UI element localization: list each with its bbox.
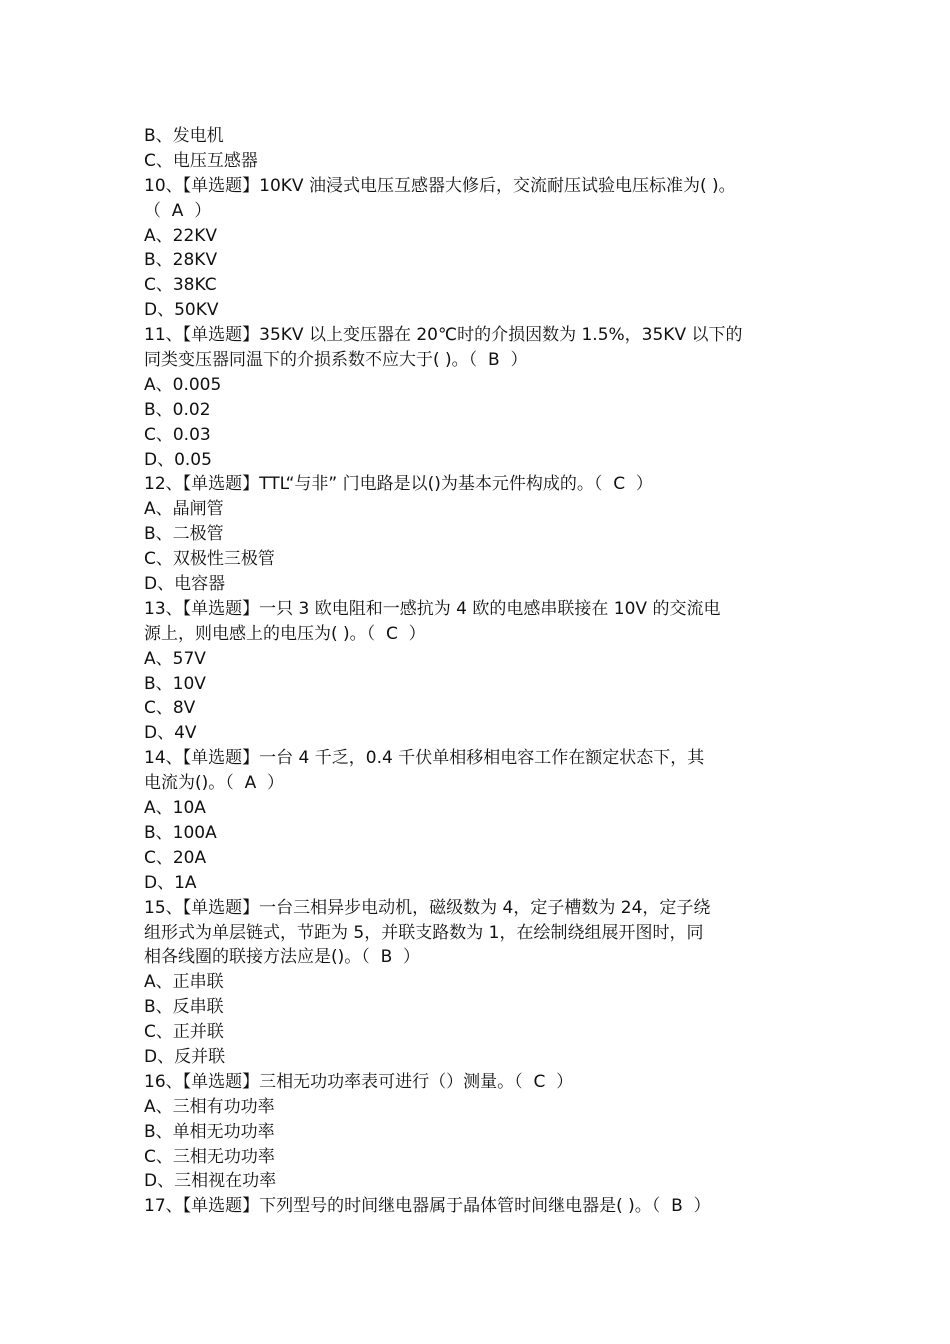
- option-line: D、0.05: [144, 449, 212, 470]
- option-line: B、28KV: [144, 250, 218, 271]
- question-line: 11、【单选题】35KV 以上变压器在 20℃时的介损因数为 1.5%，35KV 以下的: [144, 325, 743, 346]
- option-line: B、二极管: [144, 524, 224, 545]
- option-line: A、10A: [144, 798, 206, 819]
- text-line: C、电压互感器: [144, 150, 258, 171]
- option-line: B、100A: [144, 822, 217, 843]
- option-line: C、正并联: [144, 1022, 224, 1043]
- answer-line: （ A ）: [144, 200, 212, 221]
- option-line: C、三相无功功率: [144, 1146, 275, 1167]
- document-body: [144, 124, 824, 1219]
- option-line: A、22KV: [144, 225, 218, 246]
- option-line: A、57V: [144, 648, 206, 669]
- question-line: 13、【单选题】一只 3 欧电阻和一感抗为 4 欧的电感串联接在 10V 的交流电: [144, 598, 721, 619]
- question-line: 12、【单选题】TTL“与非” 门电路是以()为基本元件构成的。（ C ）: [144, 474, 653, 495]
- option-line: B、0.02: [144, 399, 211, 420]
- question-line: 组形式为单层链式，节距为 5，并联支路数为 1，在绘制绕组展开图时，同: [144, 922, 704, 943]
- option-line: D、反并联: [144, 1046, 226, 1067]
- question-line: 16、【单选题】三相无功功率表可进行（）测量。（ C ）: [144, 1071, 574, 1092]
- option-line: D、1A: [144, 872, 197, 893]
- option-line: A、晶闸管: [144, 499, 224, 520]
- option-line: D、三相视在功率: [144, 1171, 277, 1192]
- option-line: B、反串联: [144, 997, 224, 1018]
- question-line: 源上，则电感上的电压为( )。（ C ）: [144, 623, 426, 644]
- option-line: C、38KC: [144, 275, 217, 296]
- question-line: 15、【单选题】一台三相异步电动机，磁级数为 4，定子槽数为 24，定子绕: [144, 897, 711, 918]
- option-line: C、8V: [144, 698, 196, 719]
- question-line: 同类变压器同温下的介损系数不应大于( )。（ B ）: [144, 350, 528, 371]
- option-line: A、正串联: [144, 972, 224, 993]
- option-line: D、50KV: [144, 300, 219, 321]
- question-line: 17、【单选题】下列型号的时间继电器属于晶体管时间继电器是( )。（ B ）: [144, 1196, 711, 1217]
- question-line: 电流为()。（ A ）: [144, 773, 285, 794]
- option-line: A、三相有功功率: [144, 1096, 275, 1117]
- question-line: 14、【单选题】一台 4 千乏，0.4 千伏单相移相电容工作在额定状态下，其: [144, 748, 705, 769]
- option-line: C、0.03: [144, 424, 211, 445]
- option-line: D、电容器: [144, 574, 226, 595]
- option-line: B、单相无功功率: [144, 1121, 275, 1142]
- option-line: C、20A: [144, 847, 207, 868]
- option-line: D、4V: [144, 723, 197, 744]
- option-line: C、双极性三极管: [144, 549, 275, 570]
- text-line: B、发电机: [144, 126, 224, 146]
- option-line: A、0.005: [144, 374, 222, 395]
- question-line: 相各线圈的联接方法应是()。（ B ）: [144, 947, 421, 968]
- question-line: 10、【单选题】10KV 油浸式电压互感器大修后，交流耐压试验电压标准为( )。: [144, 175, 736, 196]
- option-line: B、10V: [144, 673, 206, 694]
